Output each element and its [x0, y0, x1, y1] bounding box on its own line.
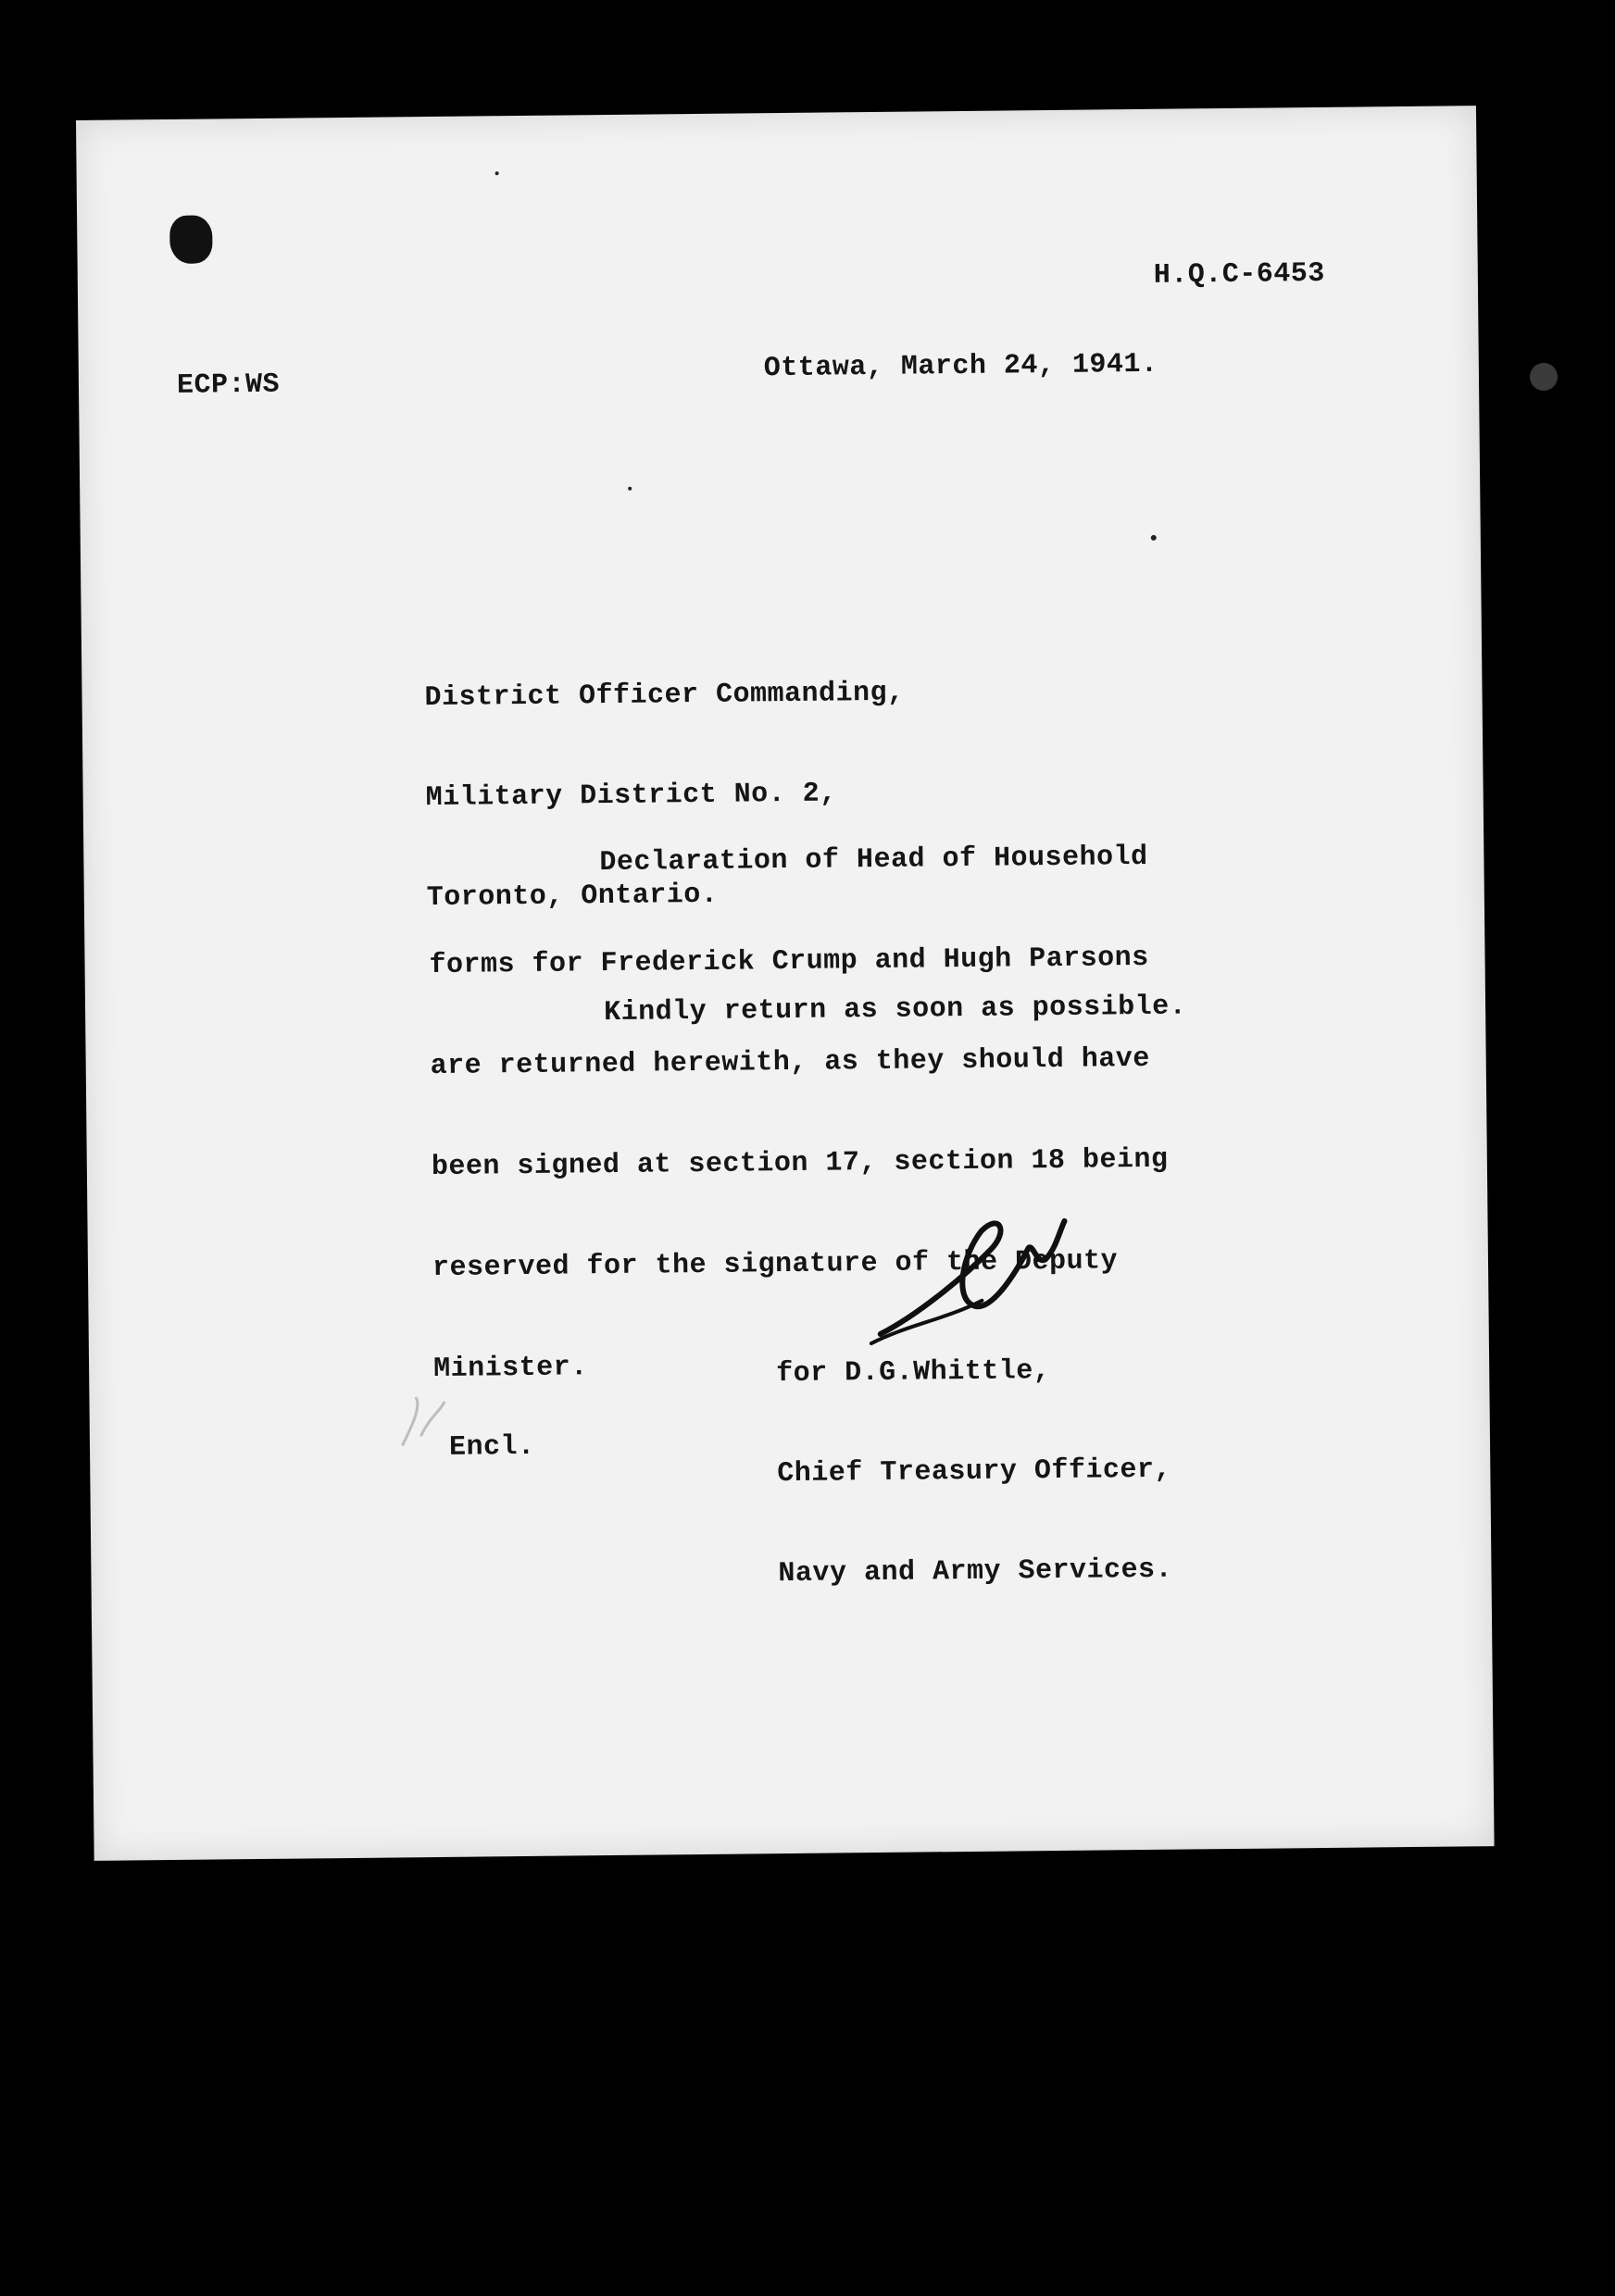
- enclosure-note: Encl.: [448, 1430, 535, 1464]
- body-line: Minister.: [432, 1352, 588, 1386]
- typist-initials: ECP:WS: [176, 368, 281, 402]
- place-date-line: Ottawa, March 24, 1941.: [763, 348, 1158, 385]
- body-line: been signed at section 17, section 18 being: [431, 1143, 1169, 1184]
- closing-line: Kindly return as soon as possible.: [603, 991, 1187, 1029]
- paper-speck: [495, 171, 499, 175]
- body-line: reserved for the signature of the Deputy: [432, 1245, 1119, 1285]
- document-page: [76, 106, 1495, 1861]
- body-line: forms for Frederick Crump and Hugh Parsons: [429, 942, 1149, 982]
- hole-punch-mark: [169, 215, 213, 263]
- signature-line: Chief Treasury Officer,: [777, 1454, 1172, 1491]
- body-line: Declaration of Head of Household: [428, 841, 1148, 881]
- signature-line: for D.G.Whittle,: [776, 1355, 1051, 1391]
- address-line: District Officer Commanding,: [424, 677, 905, 715]
- signature-line: Navy and Army Services.: [778, 1554, 1173, 1591]
- signature-block: [775, 1287, 1173, 1657]
- address-line: Toronto, Ontario.: [426, 879, 719, 915]
- paper-speck: [628, 487, 632, 491]
- body-line: are returned herewith, as they should have: [430, 1042, 1150, 1083]
- paper-speck: [1151, 535, 1157, 541]
- address-line: Military District No. 2,: [425, 778, 837, 815]
- file-reference: H.Q.C-6453: [1153, 257, 1326, 292]
- scanner-speck: [1530, 363, 1558, 391]
